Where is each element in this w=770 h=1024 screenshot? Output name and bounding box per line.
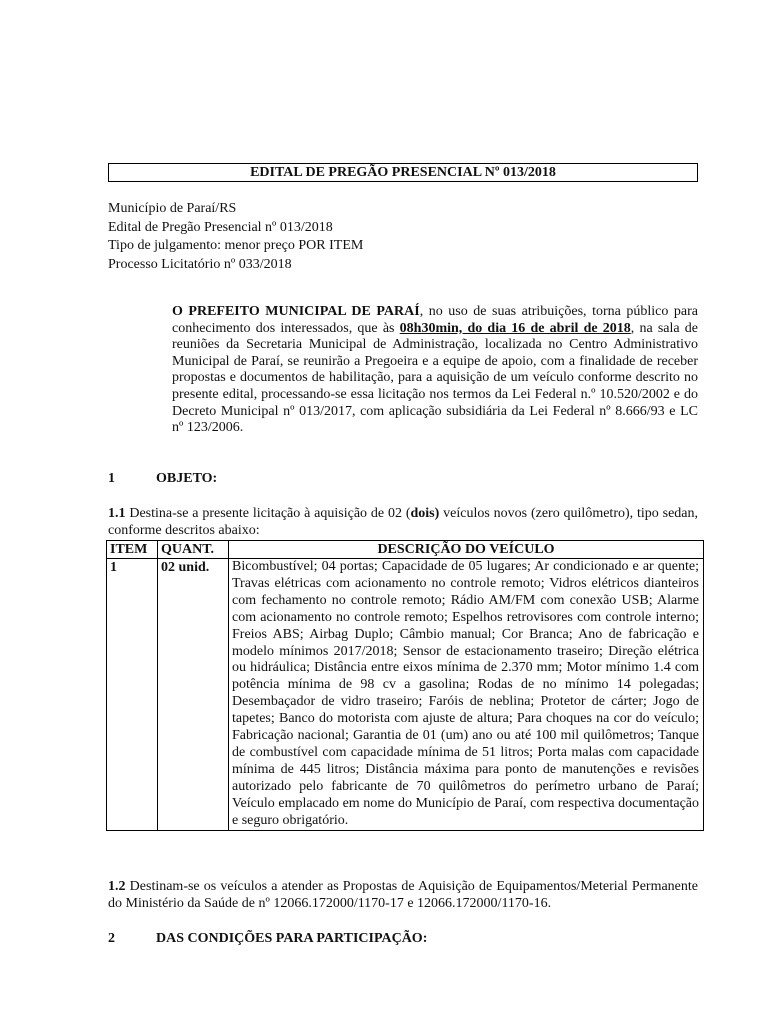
header-line-judgment-type: Tipo de julgamento: menor preço POR ITEM xyxy=(108,238,364,253)
paragraph-1-2-text: Destinam-se os veículos a atender as Propostas de Aquisição de Equipamentos/Meterial Permanente do Ministério da Saúde de nº 12066.172000/1170-17 e 12066.172000/1170-16. xyxy=(108,879,698,911)
paragraph-1-1-text-a: Destina-se a presente licitação à aquisição de 02 ( xyxy=(125,506,411,521)
header-line-process: Processo Licitatório nº 033/2018 xyxy=(108,256,292,272)
preamble-text-1: , no uso de suas atribuições, torna público para conhecimento dos interessados, que às xyxy=(172,304,698,336)
table-row xyxy=(107,559,704,831)
header-block xyxy=(108,200,363,274)
table-header-row xyxy=(107,541,704,559)
section-2-heading xyxy=(108,931,427,947)
header-line-edital: Edital de Pregão Presencial nº 013/2018 xyxy=(108,219,333,235)
paragraph-1-1-text-b: veículos novos (zero quilômetro), tipo sedan, conforme descritos abaixo: xyxy=(108,506,698,538)
paragraph-1-1 xyxy=(108,506,698,539)
header-item: ITEM xyxy=(107,541,158,559)
preamble-paragraph xyxy=(172,304,698,437)
section-2-title: DAS CONDIÇÕES PARA PARTICIPAÇÃO: xyxy=(156,931,428,946)
paragraph-1-2 xyxy=(108,879,698,912)
cell-quantity: 02 unid. xyxy=(158,559,229,831)
preamble-date: 08h30min, do dia 16 de abril de 2018 xyxy=(399,320,631,336)
section-1-number: 1 xyxy=(108,471,115,486)
paragraph-1-2-number: 1.2 xyxy=(108,879,126,894)
preamble-lead: O PREFEITO MUNICIPAL DE PARAÍ xyxy=(172,304,420,319)
preamble-text-2: , na sala de reuniões da Secretaria Municipal de Administração, localizada no Centro Administrativo Municipal de Paraí, se reunirão a Pregoeira e a equipe de apoio, com a finalidade de receber propostas e documentos de habilitação, para a aquisição de um veículo conforme descrito no presente edital, processando-se essa licitação nos termos da Lei Federal n.º 10.520/2002 e do Decreto Municipal nº 013/2017, com aplicação subsidiária da Lei Federal nº 8.666/93 e LC nº 123/2006. xyxy=(172,320,699,436)
paragraph-1-1-bold: dois) xyxy=(410,506,440,521)
document-title: EDITAL DE PREGÃO PRESENCIAL Nº 013/2018 xyxy=(108,163,698,182)
section-1-title: OBJETO: xyxy=(156,471,218,486)
paragraph-1-1-number: 1.1 xyxy=(108,506,126,521)
header-line-municipality: Município de Paraí/RS xyxy=(108,201,237,216)
header-quantity: QUANT. xyxy=(158,541,229,559)
cell-item: 1 xyxy=(107,559,158,831)
section-2-number: 2 xyxy=(108,931,115,946)
cell-description: Bicombustível; 04 portas; Capacidade de 05 lugares; Ar condicionado e ar quente; Travas elétricas com acionamento no controle remoto; Vidros elétricos dianteiros com fechamento no controle remoto; Rádio AM/FM com conexão USB; Alarme com acionamento no controle remoto; Espelhos retrovisores com controle interno; Freios ABS; Airbag Duplo; Câmbio manual; Cor Branca; Ano de fabricação e modelo mínimos 2017/2018; Sensor de estacionamento traseiro; Direção elétrica ou hidráulica; Distância entre eixos mínima de 2.370 mm; Motor mínimo 1.4 com potência mínima de 98 cv a gasolina; Rodas de no mínimo 14 polegadas; Desembaçador de vidro traseiro; Faróis de neblina; Protetor de cárter; Jogo de tapetes; Banco do motorista com ajuste de altura; Para choques na cor do veículo; Fabricação nacional; Garantia de 01 (um) ano ou até 100 mil quilômetros; Tanque de combustível com capacidade mínima de 51 litros; Porta malas com capacidade mínima de 445 litros; Distância máxima para ponto de manutenções e revisões autorizado pelo fabricante de 70 quilômetros do perímetro urbano de Paraí; Veículo emplacado em nome do Município de Paraí, com respectiva documentação e seguro obrigatório. xyxy=(229,559,704,831)
vehicle-table xyxy=(106,540,704,831)
section-1-heading xyxy=(108,471,217,487)
header-description: DESCRIÇÃO DO VEÍCULO xyxy=(229,541,704,559)
